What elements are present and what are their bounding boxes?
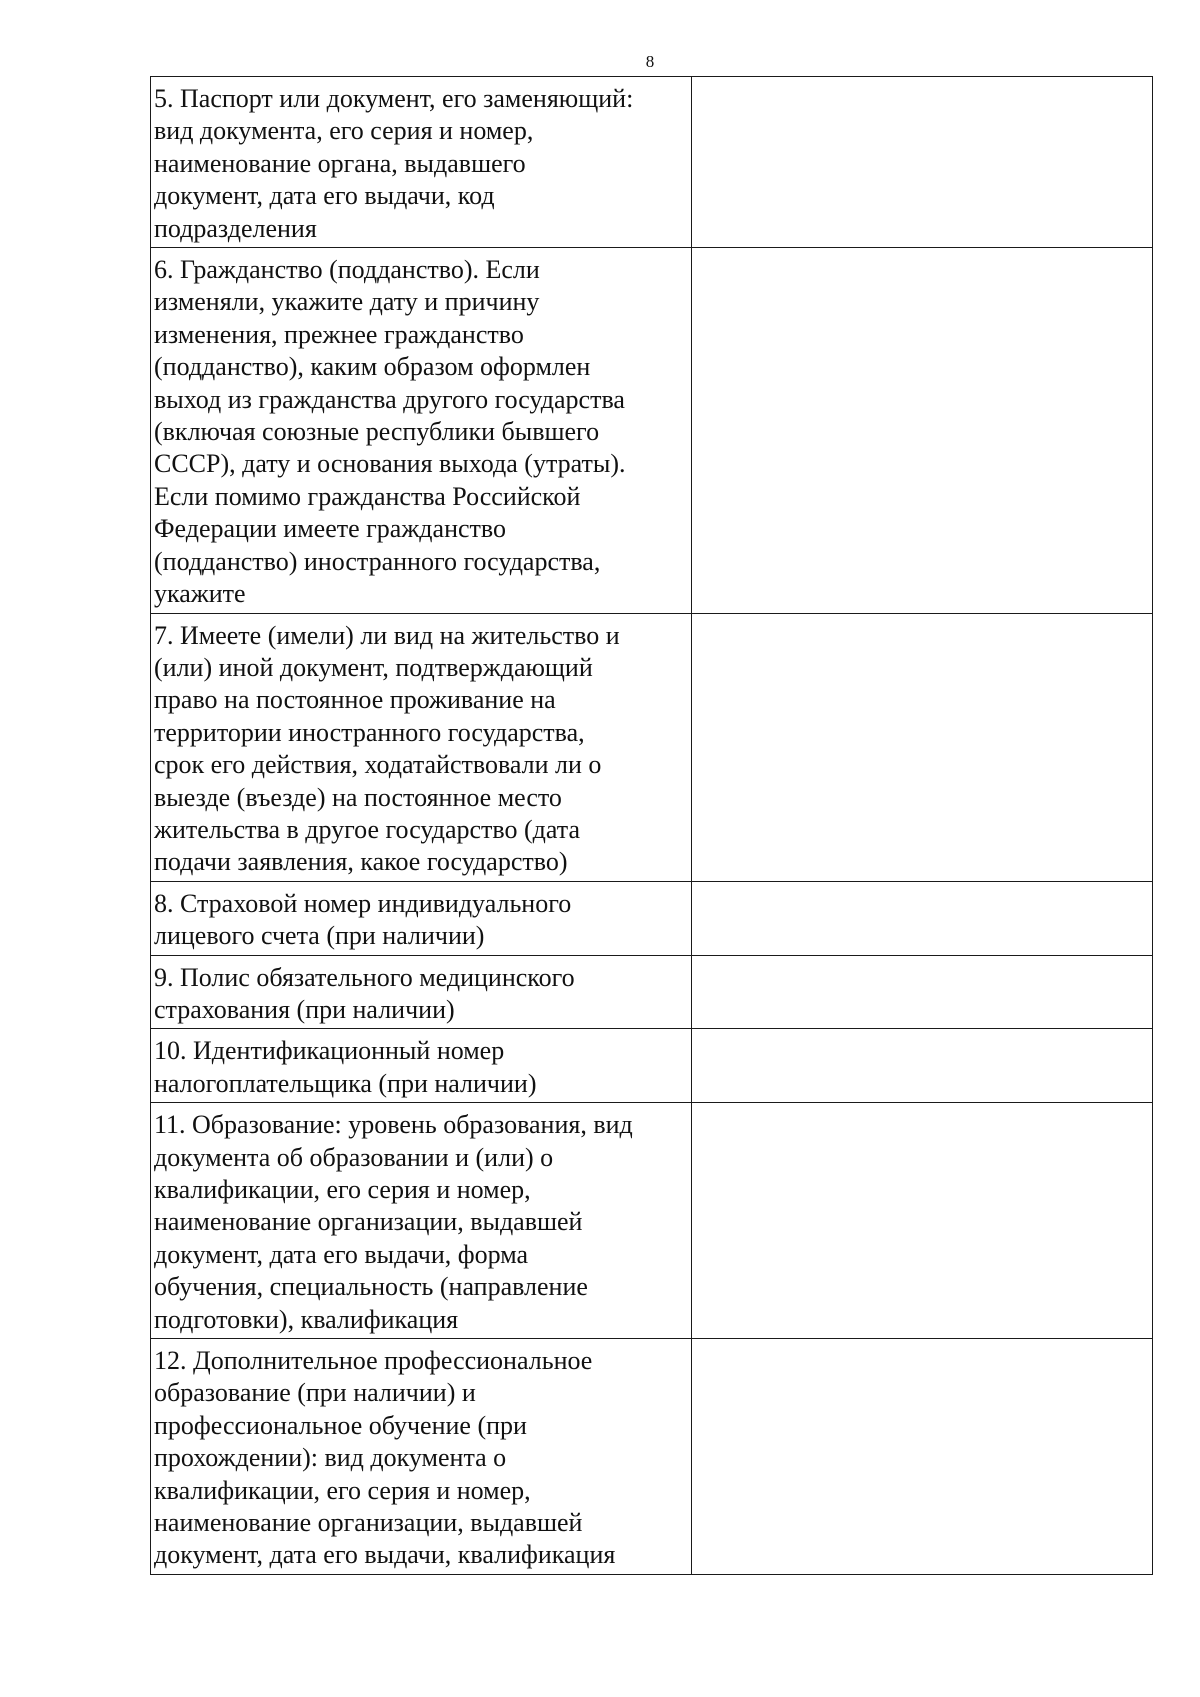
answer-education[interactable] xyxy=(692,1103,1153,1339)
answer-additional-education[interactable] xyxy=(692,1339,1153,1575)
answer-taxpayer-id[interactable] xyxy=(692,1029,1153,1103)
page-number: 8 xyxy=(645,52,655,71)
question-education: 11. Образование: уровень образования, вид документа об образовании и (или) о квалификации, его серия и номер, наименование организации, выдавшей документ, дата его выдачи, форма обучения, специальность (направление подготовки), квалификация xyxy=(151,1103,692,1339)
table-row xyxy=(151,1339,1153,1575)
questionnaire-table xyxy=(150,76,1153,1575)
answer-citizenship[interactable] xyxy=(692,248,1153,613)
table-row xyxy=(151,955,1153,1029)
table-row xyxy=(151,77,1153,248)
table-row xyxy=(151,1029,1153,1103)
table-row xyxy=(151,248,1153,613)
table-row xyxy=(151,881,1153,955)
answer-insurance-number[interactable] xyxy=(692,881,1153,955)
answer-medical-policy[interactable] xyxy=(692,955,1153,1029)
table-row xyxy=(151,613,1153,881)
answer-residence-permit[interactable] xyxy=(692,613,1153,881)
question-passport: 5. Паспорт или документ, его заменяющий: вид документа, его серия и номер, наименование органа, выдавшего документ, дата его выдачи, код подразделения xyxy=(151,77,692,248)
question-additional-education: 12. Дополнительное профессиональное образование (при наличии) и профессиональное обучение (при прохождении): вид документа о квалификации, его серия и номер, наименование организации, выдавшей документ, дата его выдачи, квалификация xyxy=(151,1339,692,1575)
question-residence-permit: 7. Имеете (имели) ли вид на жительство и (или) иной документ, подтверждающий право на постоянное проживание на территории иностранного государства, срок его действия, ходатайствовали ли о выезде (въезде) на постоянное место жительства в другое государство (дата подачи заявления, какое государство) xyxy=(151,613,692,881)
table-row xyxy=(151,1103,1153,1339)
question-citizenship: 6. Гражданство (подданство). Если изменяли, укажите дату и причину изменения, прежнее гражданство (подданство), каким образом оформлен выход из гражданства другого государства (включая союзные республики бывшего СССР), дату и основания выхода (утраты). Если помимо гражданства Российской Федерации имеете гражданство (подданство) иностранного государства, укажите xyxy=(151,248,692,613)
question-taxpayer-id: 10. Идентификационный номер налогоплательщика (при наличии) xyxy=(151,1029,692,1103)
answer-passport[interactable] xyxy=(692,77,1153,248)
question-medical-policy: 9. Полис обязательного медицинского страхования (при наличии) xyxy=(151,955,692,1029)
question-insurance-number: 8. Страховой номер индивидуального лицевого счета (при наличии) xyxy=(151,881,692,955)
